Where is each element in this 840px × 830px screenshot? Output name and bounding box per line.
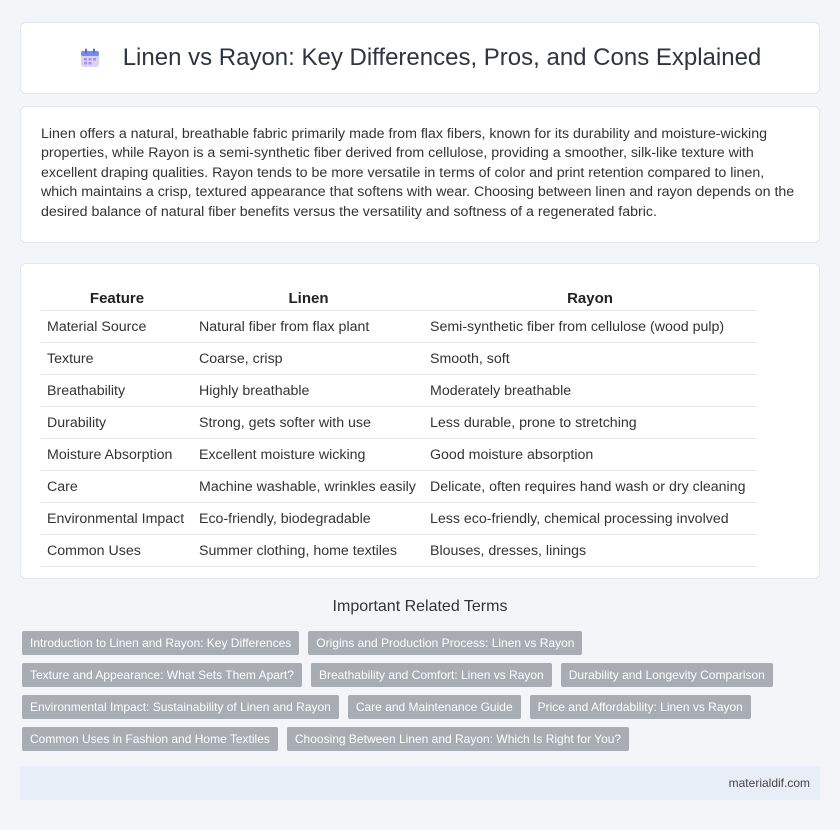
table-row: [41, 471, 756, 503]
page-title-text: Linen vs Rayon: Key Differences, Pros, and Cons Explained: [122, 44, 762, 71]
feature-cell: Care: [41, 471, 193, 503]
related-term-tag[interactable]: Price and Affordability: Linen vs Rayon: [530, 695, 751, 719]
header-rayon: Rayon: [424, 282, 756, 311]
header-feature: Feature: [41, 282, 193, 311]
related-term-tag[interactable]: Origins and Production Process: Linen vs Rayon: [308, 631, 582, 655]
linen-cell: Coarse, crisp: [193, 343, 424, 375]
comparison-table-card: [20, 263, 820, 579]
feature-cell: Common Uses: [41, 535, 193, 567]
related-term-tag[interactable]: Environmental Impact: Sustainability of Linen and Rayon: [22, 695, 339, 719]
rayon-cell: Less durable, prone to stretching: [424, 407, 756, 439]
related-term-tag[interactable]: Durability and Longevity Comparison: [561, 663, 773, 687]
related-term-tag[interactable]: Choosing Between Linen and Rayon: Which Is Right for You?: [287, 727, 629, 751]
related-term-tag[interactable]: Breathability and Comfort: Linen vs Rayon: [311, 663, 552, 687]
feature-cell: Breathability: [41, 375, 193, 407]
page-title: [79, 44, 762, 72]
rayon-cell: Less eco-friendly, chemical processing involved: [424, 503, 756, 535]
linen-cell: Machine washable, wrinkles easily: [193, 471, 424, 503]
linen-cell: Eco-friendly, biodegradable: [193, 503, 424, 535]
intro-paragraph: Linen offers a natural, breathable fabric primarily made from flax fibers, known for its durability and moisture-wicking properties, while Rayon is a semi-synthetic fiber derived from cellulose, providing a smoother, silk-like texture with excellent draping qualities. Rayon tends to be more versatile in terms of color and print retention compared to linen, which maintains a crisp, textured appearance that softens with wear. Choosing between linen and rayon depends on the desired balance of natural fiber benefits versus the versatility and softness of a regenerated fabric.: [41, 126, 795, 220]
table-header-row: [41, 282, 756, 311]
table-row: [41, 407, 756, 439]
related-term-tag[interactable]: Texture and Appearance: What Sets Them Apart?: [22, 663, 302, 687]
intro-card: [20, 106, 820, 243]
header-card: [20, 22, 820, 94]
tag-row: [22, 727, 822, 751]
calendar-icon: [79, 47, 101, 69]
related-term-tag[interactable]: Care and Maintenance Guide: [348, 695, 521, 719]
tag-row: [22, 663, 822, 687]
rayon-cell: Delicate, often requires hand wash or dry cleaning: [424, 471, 756, 503]
linen-cell: Excellent moisture wicking: [193, 439, 424, 471]
related-terms-tags: [22, 631, 822, 759]
footer-site-link[interactable]: materialdif.com: [728, 776, 810, 790]
feature-cell: Moisture Absorption: [41, 439, 193, 471]
table-row: [41, 375, 756, 407]
feature-cell: Durability: [41, 407, 193, 439]
related-terms-title: Important Related Terms: [332, 598, 508, 615]
linen-cell: Natural fiber from flax plant: [193, 311, 424, 343]
table-row: [41, 439, 756, 471]
related-term-tag[interactable]: Introduction to Linen and Rayon: Key Differences: [22, 631, 299, 655]
table-row: [41, 311, 756, 343]
feature-cell: Material Source: [41, 311, 193, 343]
rayon-cell: Blouses, dresses, linings: [424, 535, 756, 567]
header-linen: Linen: [193, 282, 424, 311]
tag-row: [22, 631, 822, 655]
related-term-tag[interactable]: Common Uses in Fashion and Home Textiles: [22, 727, 278, 751]
feature-cell: Texture: [41, 343, 193, 375]
linen-cell: Highly breathable: [193, 375, 424, 407]
tag-row: [22, 695, 822, 719]
linen-cell: Summer clothing, home textiles: [193, 535, 424, 567]
table-row: [41, 535, 756, 567]
rayon-cell: Moderately breathable: [424, 375, 756, 407]
table-row: [41, 503, 756, 535]
footer: [20, 766, 820, 800]
linen-cell: Strong, gets softer with use: [193, 407, 424, 439]
rayon-cell: Semi-synthetic fiber from cellulose (wood pulp): [424, 311, 756, 343]
feature-cell: Environmental Impact: [41, 503, 193, 535]
rayon-cell: Good moisture absorption: [424, 439, 756, 471]
rayon-cell: Smooth, soft: [424, 343, 756, 375]
table-row: [41, 343, 756, 375]
comparison-table: [41, 282, 756, 567]
